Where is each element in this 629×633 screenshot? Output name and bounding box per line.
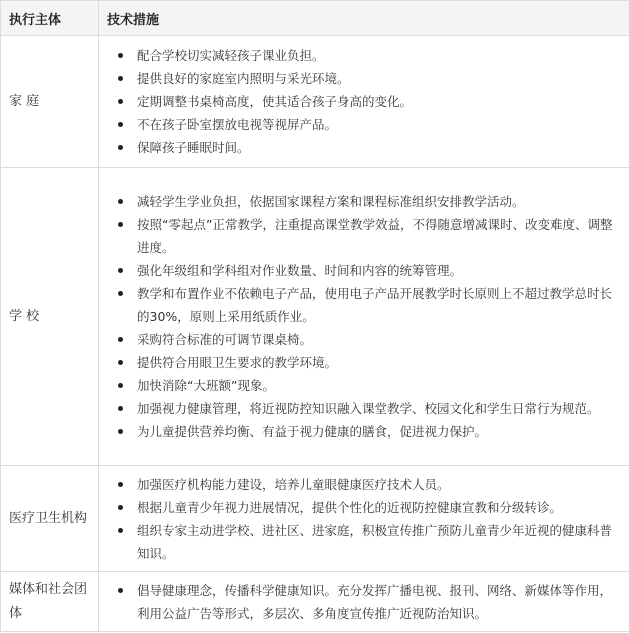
- measure-item: 保障孩子睡眠时间。: [117, 136, 623, 159]
- bullet-icon: [118, 268, 123, 273]
- measure-item: 减轻学生学业负担，依据国家课程方案和课程标准组织安排教学活动。: [117, 190, 623, 213]
- bullet-icon: [118, 528, 123, 533]
- subject-cell: 医疗卫生机构: [1, 466, 99, 572]
- table-row-school: [1, 168, 629, 466]
- measure-item: 为儿童提供营养均衡、有益于视力健康的膳食，促进视力保护。: [117, 420, 623, 443]
- bullet-icon: [118, 99, 123, 104]
- bullet-icon: [118, 145, 123, 150]
- subject-cell: 学 校: [1, 168, 99, 466]
- bullet-icon: [118, 482, 123, 487]
- bullet-icon: [118, 406, 123, 411]
- measures-cell: [99, 466, 629, 572]
- measure-item: 提供良好的家庭室内照明与采光环境。: [117, 67, 623, 90]
- bullet-icon: [118, 199, 123, 204]
- bullet-icon: [118, 76, 123, 81]
- measure-item: 教学和布置作业不依赖电子产品，使用电子产品开展教学时长原则上不超过教学总时长的30%，原则上采用纸质作业。: [117, 282, 623, 328]
- measures-cell: [99, 168, 629, 466]
- bullet-icon: [118, 122, 123, 127]
- measure-list: [99, 190, 623, 443]
- measures-cell: [99, 36, 629, 168]
- bullet-icon: [118, 383, 123, 388]
- measure-item: 根据儿童青少年视力进展情况，提供个性化的近视防控健康宣教和分级转诊。: [117, 496, 623, 519]
- measure-item: 不在孩子卧室摆放电视等视屏产品。: [117, 113, 623, 136]
- measure-item: 加强医疗机构能力建设，培养儿童眼健康医疗技术人员。: [117, 473, 623, 496]
- bullet-icon: [118, 588, 123, 593]
- measure-item: 提供符合用眼卫生要求的教学环境。: [117, 351, 623, 374]
- bullet-icon: [118, 222, 123, 227]
- bullet-icon: [118, 429, 123, 434]
- measure-item: 倡导健康理念，传播科学健康知识。充分发挥广播电视、报刊、网络、新媒体等作用，利用公益广告等形式，多层次、多角度宣传推广近视防治知识。: [117, 579, 623, 625]
- table-row-medical: [1, 466, 629, 572]
- bullet-icon: [118, 53, 123, 58]
- measure-item: 定期调整书桌椅高度，使其适合孩子身高的变化。: [117, 90, 623, 113]
- measure-list: [99, 44, 623, 159]
- subject-cell: 家 庭: [1, 36, 99, 168]
- measure-item: 组织专家主动进学校、进社区、进家庭，积极宣传推广预防儿童青少年近视的健康科普知识。: [117, 519, 623, 565]
- subject-cell: 媒体和社会团体: [1, 572, 99, 632]
- table-row-media: [1, 572, 629, 632]
- measure-item: 按照“零起点”正常教学，注重提高课堂教学效益，不得随意增减课时、改变难度、调整进度。: [117, 213, 623, 259]
- bullet-icon: [118, 291, 123, 296]
- bullet-icon: [118, 360, 123, 365]
- measure-item: 加快消除“大班额”现象。: [117, 374, 623, 397]
- measure-item: 配合学校切实减轻孩子课业负担。: [117, 44, 623, 67]
- measures-cell: [99, 572, 629, 632]
- measure-list: [99, 473, 623, 565]
- table-row-family: [1, 36, 629, 168]
- header-measures: 技术措施: [99, 1, 629, 36]
- measure-item: 采购符合标准的可调节课桌椅。: [117, 328, 623, 351]
- bullet-icon: [118, 337, 123, 342]
- header-subject: 执行主体: [1, 1, 99, 36]
- header-row: [1, 1, 629, 36]
- measure-item: 加强视力健康管理，将近视防控知识融入课堂教学、校园文化和学生日常行为规范。: [117, 397, 623, 420]
- bullet-icon: [118, 505, 123, 510]
- measure-item: 强化年级组和学科组对作业数量、时间和内容的统筹管理。: [117, 259, 623, 282]
- measure-list: [99, 579, 623, 625]
